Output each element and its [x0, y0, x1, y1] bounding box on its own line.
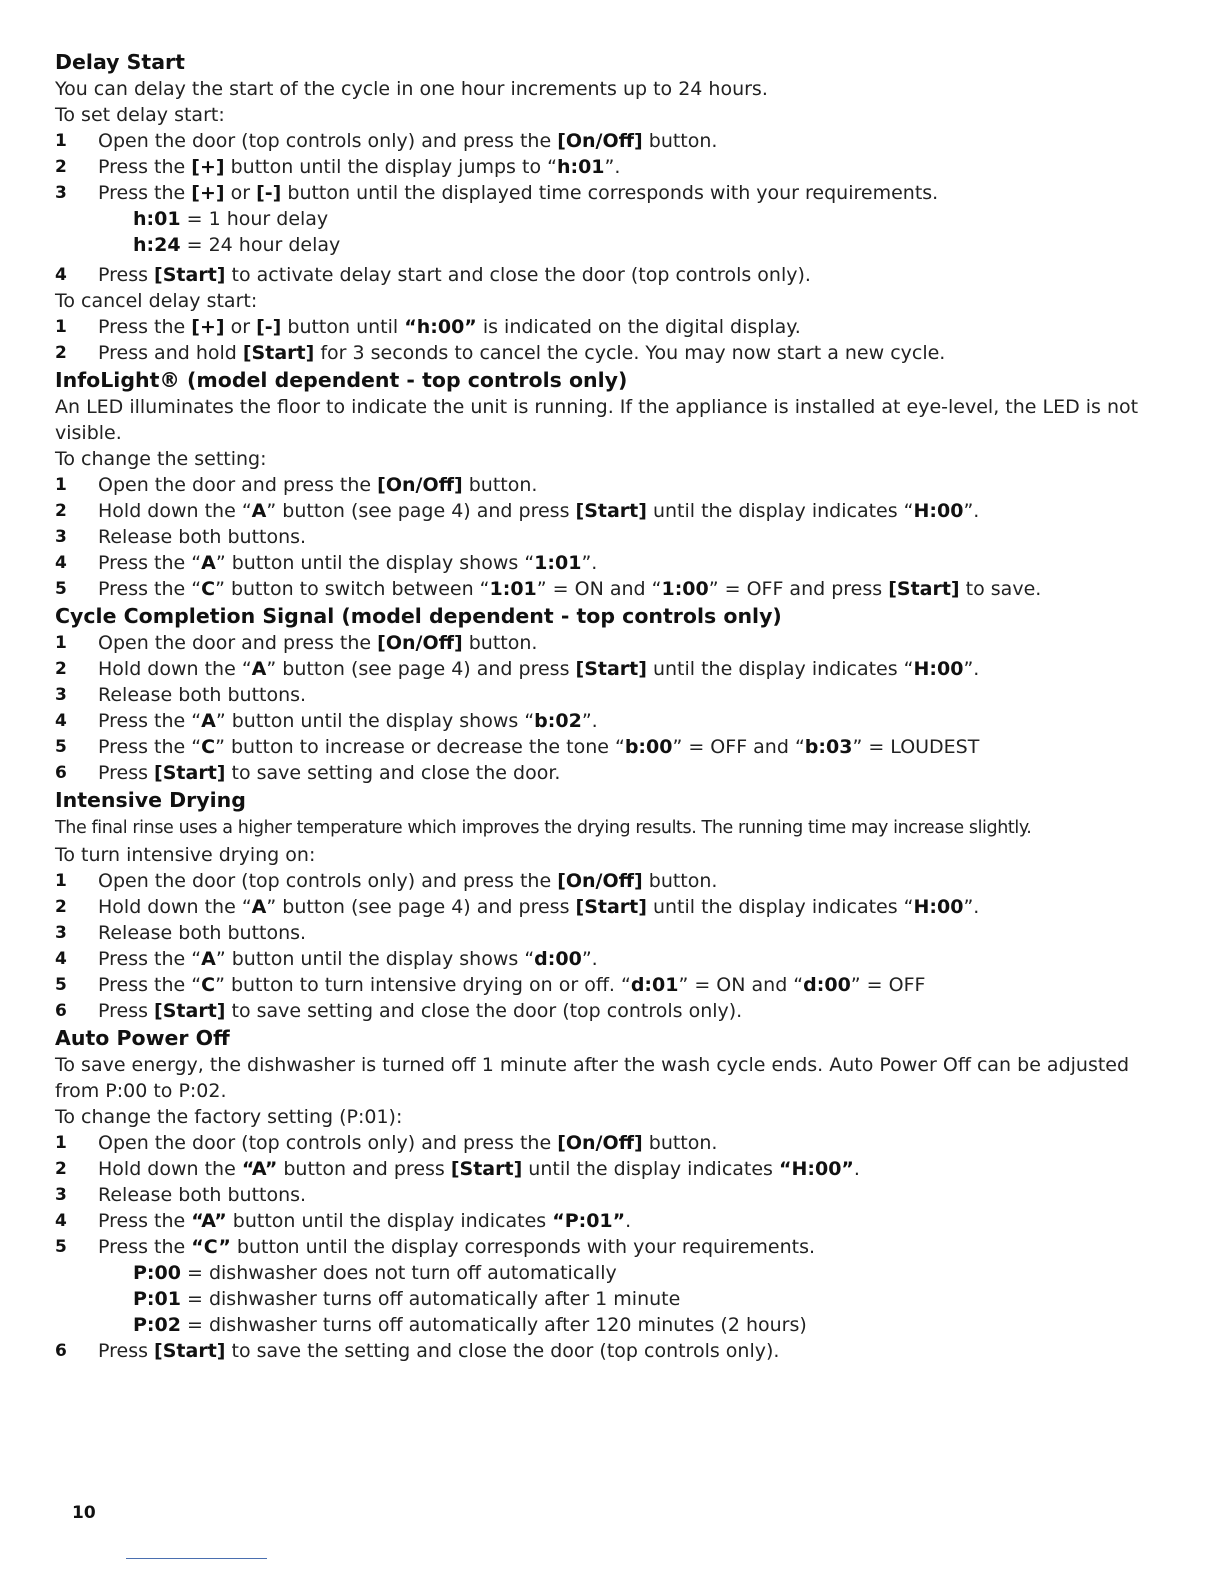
auto-power-option: P:02 = dishwasher turns off automatically after 120 minutes (2 hours): [133, 1314, 807, 1336]
step-number: 4: [55, 711, 67, 731]
step-text: Open the door (top controls only) and press the [On/Off] button.: [98, 1132, 718, 1154]
step-text: Press the “C” button until the display corresponds with your requirements.: [98, 1236, 816, 1258]
step-text: Release both buttons.: [98, 526, 307, 548]
delay-start-intro: You can delay the start of the cycle in one hour increments up to 24 hours.: [55, 78, 768, 100]
step-text: Press the “C” button to increase or decrease the tone “b:00” = OFF and “b:03” = LOUDEST: [98, 736, 980, 758]
step-text: Release both buttons.: [98, 922, 307, 944]
step-number: 2: [55, 897, 67, 917]
step-number: 6: [55, 1341, 67, 1361]
signal-heading: Cycle Completion Signal (model dependent - top controls only): [55, 604, 782, 628]
list-item: [55, 894, 1165, 920]
list-item: [55, 682, 1165, 708]
list-item: [55, 1130, 1165, 1156]
step-text: Press [Start] to save setting and close the door.: [98, 762, 561, 784]
step-text: Release both buttons.: [98, 684, 307, 706]
list-item: [55, 708, 1165, 734]
step-text: Release both buttons.: [98, 1184, 307, 1206]
list-item: [55, 498, 1165, 524]
step-number: 1: [55, 633, 67, 653]
infolight-heading: InfoLight® (model dependent - top controls only): [55, 368, 628, 392]
step-number: 3: [55, 923, 67, 943]
step-number: 4: [55, 1211, 67, 1231]
list-item: [55, 656, 1165, 682]
list-item: [55, 1234, 1165, 1260]
step-number: 5: [55, 737, 67, 757]
step-number: 3: [55, 685, 67, 705]
step-text: Hold down the “A” button (see page 4) and press [Start] until the display indicates “H:00”.: [98, 896, 980, 918]
delay-option: h:01 = 1 hour delay: [133, 208, 329, 230]
step-text: Hold down the “A” button (see page 4) and press [Start] until the display indicates “H:00”.: [98, 500, 980, 522]
step-number: 4: [55, 265, 67, 285]
auto-power-off-heading: Auto Power Off: [55, 1026, 230, 1050]
step-number: 2: [55, 659, 67, 679]
list-item: [55, 180, 1165, 206]
list-item: [55, 998, 1165, 1024]
step-text: Press the [+] button until the display jumps to “h:01”.: [98, 156, 621, 178]
step-number: 3: [55, 1185, 67, 1205]
step-text: Press [Start] to activate delay start and close the door (top controls only).: [98, 264, 811, 286]
auto-power-off-label: To change the factory setting (P:01):: [55, 1106, 403, 1128]
step-text: Press the [+] or [-] button until the displayed time corresponds with your requirements.: [98, 182, 939, 204]
list-item: [55, 1182, 1165, 1208]
list-item: [55, 868, 1165, 894]
delay-start-set-label: To set delay start:: [55, 104, 225, 126]
step-number: 5: [55, 975, 67, 995]
step-number: 3: [55, 183, 67, 203]
list-item: [55, 262, 1165, 288]
delay-cancel-label: To cancel delay start:: [55, 290, 258, 312]
step-text: Open the door and press the [On/Off] button.: [98, 632, 538, 654]
step-number: 2: [55, 343, 67, 363]
list-item: [55, 340, 1165, 366]
step-number: 1: [55, 131, 67, 151]
step-text: Press the “C” button to turn intensive drying on or off. “d:01” = ON and “d:00” = OFF: [98, 974, 926, 996]
step-text: Press the “A” button until the display shows “1:01”.: [98, 552, 598, 574]
list-item: [55, 630, 1165, 656]
page-number: 10: [72, 1503, 96, 1523]
drying-heading: Intensive Drying: [55, 788, 246, 812]
list-item: [55, 920, 1165, 946]
list-item: [55, 472, 1165, 498]
step-text: Open the door and press the [On/Off] button.: [98, 474, 538, 496]
step-text: Press the “A” button until the display indicates “P:01”.: [98, 1210, 632, 1232]
step-number: 6: [55, 763, 67, 783]
delay-start-heading: Delay Start: [55, 50, 185, 74]
step-number: 1: [55, 1133, 67, 1153]
step-number: 2: [55, 501, 67, 521]
step-number: 1: [55, 317, 67, 337]
infolight-intro: An LED illuminates the floor to indicate the unit is running. If the appliance is installed at eye-level, the LED is not visible.: [55, 396, 1139, 444]
step-text: Press [Start] to save the setting and close the door (top controls only).: [98, 1340, 780, 1362]
auto-power-option: P:01 = dishwasher turns off automatically after 1 minute: [133, 1288, 681, 1310]
list-item: [55, 1156, 1165, 1182]
list-item: [55, 972, 1165, 998]
list-item: [55, 550, 1165, 576]
step-text: Press the [+] or [-] button until “h:00” is indicated on the digital display.: [98, 316, 801, 338]
list-item: [55, 1208, 1165, 1234]
list-item: [55, 128, 1165, 154]
step-number: 2: [55, 157, 67, 177]
step-text: Press and hold [Start] for 3 seconds to cancel the cycle. You may now start a new cycle.: [98, 342, 946, 364]
step-number: 5: [55, 1237, 67, 1257]
step-text: Hold down the “A” button and press [Start] until the display indicates “H:00”.: [98, 1158, 860, 1180]
list-item: [55, 314, 1165, 340]
step-text: Press the “A” button until the display shows “b:02”.: [98, 710, 598, 732]
footer-rule: [126, 1558, 267, 1559]
step-text: Press the “C” button to switch between “1:01” = ON and “1:00” = OFF and press [Start] to save.: [98, 578, 1042, 600]
auto-power-option: P:00 = dishwasher does not turn off automatically: [133, 1262, 617, 1284]
step-number: 5: [55, 579, 67, 599]
list-item: [55, 1338, 1165, 1364]
step-number: 1: [55, 871, 67, 891]
step-text: Open the door (top controls only) and press the [On/Off] button.: [98, 870, 718, 892]
list-item: [55, 524, 1165, 550]
step-text: Press the “A” button until the display shows “d:00”.: [98, 948, 598, 970]
step-number: 4: [55, 553, 67, 573]
step-number: 1: [55, 475, 67, 495]
step-number: 3: [55, 527, 67, 547]
drying-intro: The final rinse uses a higher temperature which improves the drying results. The running time may increase slightly.: [55, 818, 1032, 838]
step-number: 4: [55, 949, 67, 969]
list-item: [55, 760, 1165, 786]
list-item: [55, 946, 1165, 972]
infolight-label: To change the setting:: [55, 448, 267, 470]
drying-label: To turn intensive drying on:: [55, 844, 316, 866]
list-item: [55, 154, 1165, 180]
step-text: Open the door (top controls only) and press the [On/Off] button.: [98, 130, 718, 152]
manual-page: [55, 48, 1165, 1364]
step-number: 6: [55, 1001, 67, 1021]
delay-option: h:24 = 24 hour delay: [133, 234, 341, 256]
step-text: Press [Start] to save setting and close the door (top controls only).: [98, 1000, 743, 1022]
step-number: 2: [55, 1159, 67, 1179]
step-text: Hold down the “A” button (see page 4) and press [Start] until the display indicates “H:00”.: [98, 658, 980, 680]
list-item: [55, 734, 1165, 760]
list-item: [55, 576, 1165, 602]
auto-power-off-intro: To save energy, the dishwasher is turned off 1 minute after the wash cycle ends. Auto Power Off can be adjusted from P:00 to P:02.: [55, 1054, 1130, 1102]
